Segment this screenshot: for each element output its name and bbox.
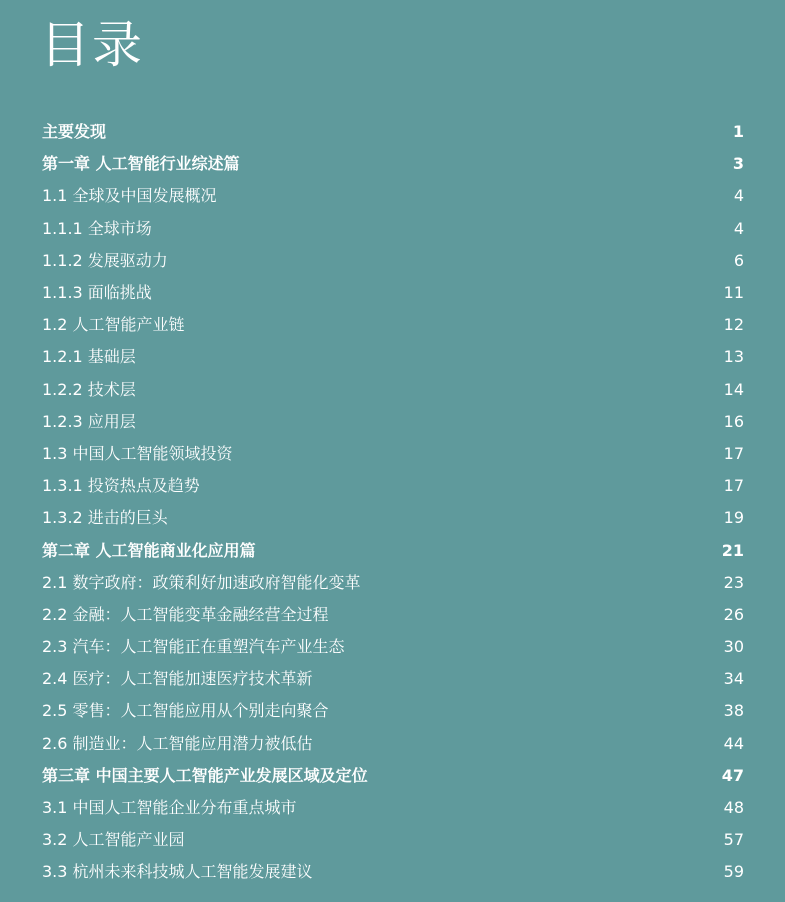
toc-entry-page-number: 4	[733, 218, 744, 238]
toc-entry-page-number: 47	[721, 765, 744, 785]
toc-entry-page-number: 3	[732, 154, 744, 174]
toc-entry-page-number: 1	[732, 122, 744, 142]
toc-entry-page-number: 4	[733, 186, 744, 206]
page-title: 目录	[40, 16, 144, 74]
toc-entry-label: 3.3 杭州未来科技城人工智能发展建议	[42, 862, 313, 882]
toc-entry[interactable]	[42, 374, 744, 406]
toc-entry-label: 1.1.2 发展驱动力	[42, 250, 168, 270]
toc-entry[interactable]	[42, 470, 744, 502]
toc-entry[interactable]	[42, 599, 744, 631]
toc-entry-page-number: 13	[723, 347, 744, 367]
toc-entry-label: 主要发现	[42, 122, 107, 142]
toc-entry-page-number: 14	[723, 379, 744, 399]
toc-entry[interactable]	[42, 438, 744, 470]
toc-entry[interactable]	[42, 856, 744, 888]
toc-entry-label: 1.2.3 应用层	[42, 411, 136, 431]
toc-entry-page-number: 34	[723, 669, 744, 689]
toc-entry-page-number: 17	[723, 443, 744, 463]
toc-entry[interactable]	[42, 760, 744, 792]
toc-entry-page-number: 44	[723, 733, 744, 753]
toc-entry-label: 2.3 汽车：人工智能正在重塑汽车产业生态	[42, 637, 345, 657]
toc-entry-page-number: 12	[723, 315, 744, 335]
toc-entry-label: 1.3.1 投资热点及趋势	[42, 476, 200, 496]
toc-entry[interactable]	[42, 792, 744, 824]
toc-entry-label: 2.2 金融：人工智能变革金融经营全过程	[42, 604, 329, 624]
toc-entry-label: 3.1 中国人工智能企业分布重点城市	[42, 798, 297, 818]
toc-entry-label: 1.2 人工智能产业链	[42, 315, 185, 335]
toc-entry-label: 1.1.3 面临挑战	[42, 283, 152, 303]
toc-entry-page-number: 21	[721, 540, 744, 560]
toc-entry-page-number: 11	[723, 283, 744, 303]
toc-entry-label: 1.3.2 进击的巨头	[42, 508, 168, 528]
toc-entry-page-number: 17	[723, 476, 744, 496]
toc-entry-label: 2.5 零售：人工智能应用从个别走向聚合	[42, 701, 329, 721]
toc-entry-label: 2.1 数字政府：政策利好加速政府智能化变革	[42, 572, 361, 592]
toc-entry-label: 1.3 中国人工智能领域投资	[42, 443, 233, 463]
toc-entry[interactable]	[42, 567, 744, 599]
toc-entry-page-number: 26	[723, 604, 744, 624]
toc-entry[interactable]	[42, 309, 744, 341]
toc-entry[interactable]	[42, 277, 744, 309]
toc-entry-page-number: 6	[733, 250, 744, 270]
table-of-contents	[42, 116, 744, 889]
toc-entry[interactable]	[42, 406, 744, 438]
toc-entry[interactable]	[42, 148, 744, 180]
toc-entry[interactable]	[42, 116, 744, 148]
toc-entry-page-number: 48	[723, 798, 744, 818]
toc-entry-label: 3.2 人工智能产业园	[42, 830, 185, 850]
toc-entry-label: 1.1.1 全球市场	[42, 218, 152, 238]
toc-entry-page-number: 38	[723, 701, 744, 721]
toc-entry[interactable]	[42, 213, 744, 245]
toc-entry[interactable]	[42, 728, 744, 760]
toc-entry-page-number: 19	[723, 508, 744, 528]
toc-entry-label: 1.1 全球及中国发展概况	[42, 186, 217, 206]
toc-entry[interactable]	[42, 695, 744, 727]
toc-entry-label: 2.6 制造业：人工智能应用潜力被低估	[42, 733, 313, 753]
toc-entry[interactable]	[42, 663, 744, 695]
toc-entry-label: 第一章 人工智能行业综述篇	[42, 154, 240, 174]
toc-entry-page-number: 59	[723, 862, 744, 882]
toc-entry[interactable]	[42, 502, 744, 534]
toc-entry-label: 1.2.1 基础层	[42, 347, 136, 367]
toc-entry-label: 第三章 中国主要人工智能产业发展区域及定位	[42, 765, 368, 785]
toc-entry-label: 2.4 医疗：人工智能加速医疗技术革新	[42, 669, 313, 689]
toc-entry-page-number: 23	[723, 572, 744, 592]
toc-entry-page-number: 30	[723, 637, 744, 657]
toc-entry[interactable]	[42, 824, 744, 856]
toc-entry[interactable]	[42, 631, 744, 663]
toc-entry[interactable]	[42, 341, 744, 373]
toc-entry[interactable]	[42, 180, 744, 212]
toc-entry-label: 1.2.2 技术层	[42, 379, 136, 399]
toc-entry-label: 第二章 人工智能商业化应用篇	[42, 540, 256, 560]
toc-entry-page-number: 57	[723, 830, 744, 850]
toc-entry[interactable]	[42, 534, 744, 566]
toc-entry[interactable]	[42, 245, 744, 277]
toc-entry-page-number: 16	[723, 411, 744, 431]
